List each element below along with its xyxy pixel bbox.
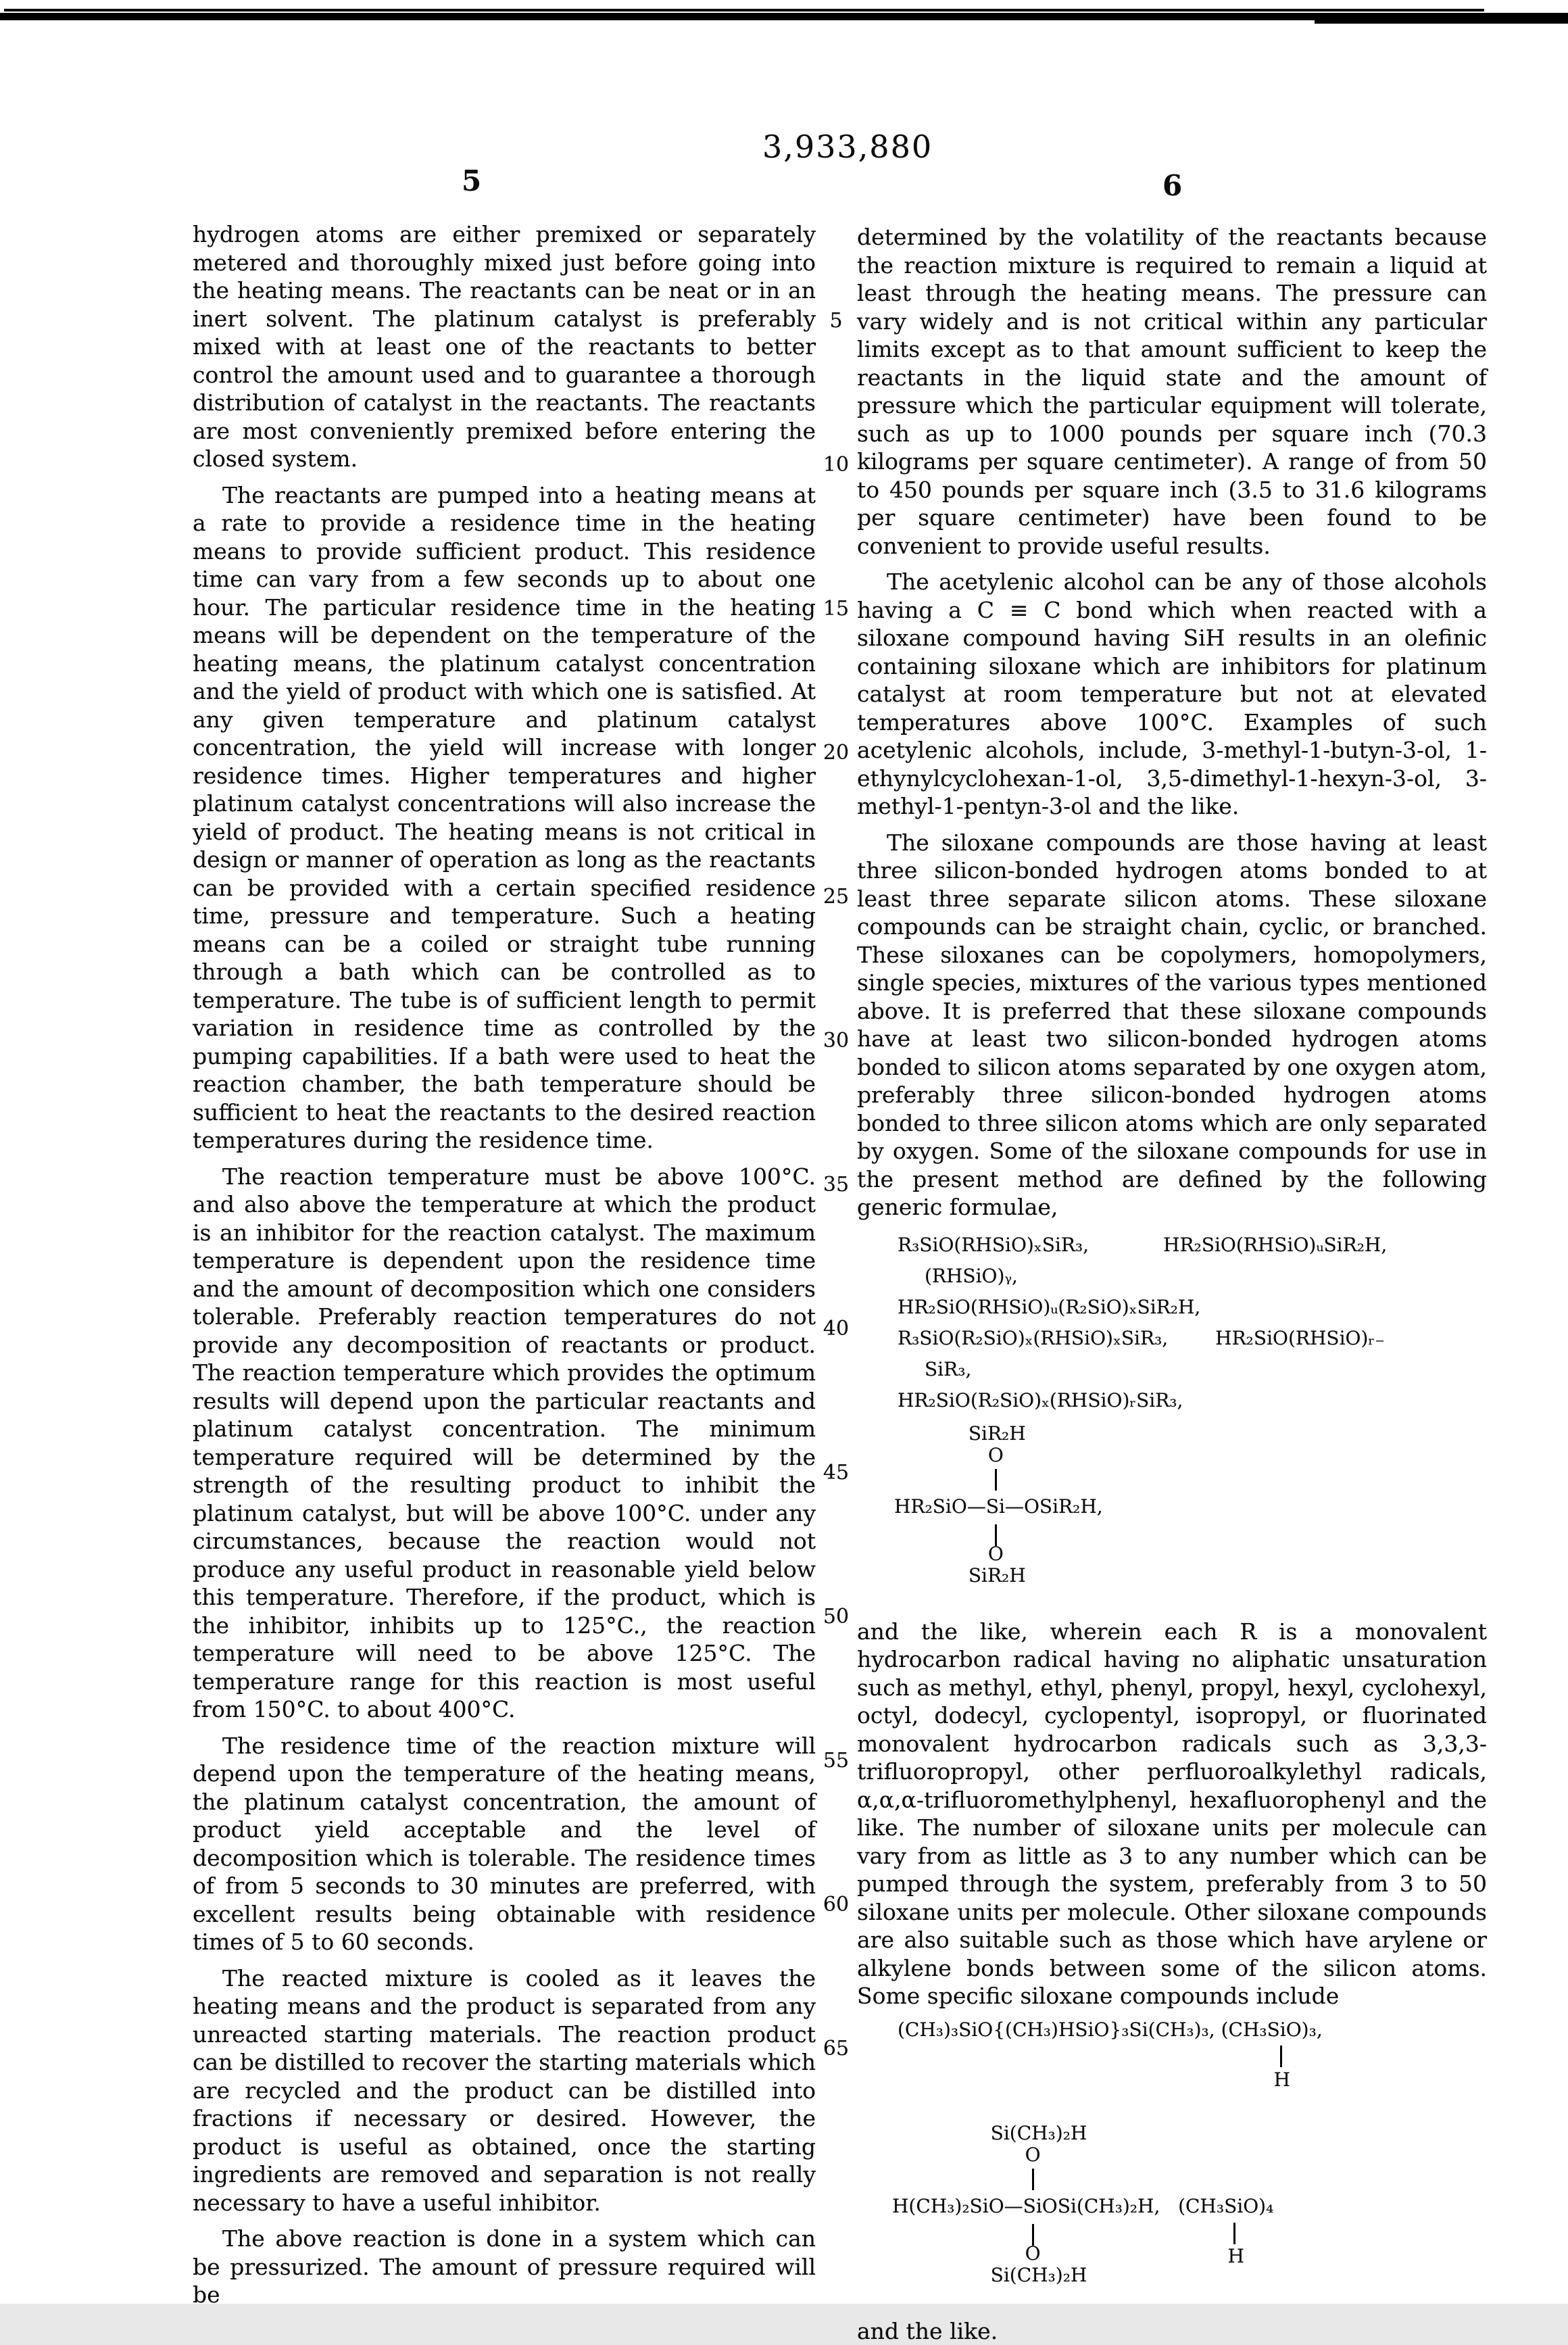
structural-formula-2 [892,2124,1487,2309]
line-number: 10 [813,453,859,477]
left-column [193,220,816,2309]
formula: HR₂SiO(RHSiO)ᵣ₋ [1215,1327,1385,1349]
oxygen-atom: O [1025,2243,1041,2265]
pendant-group [1178,2196,1273,2217]
paragraph: The residence time of the reaction mixture will depend upon the temperature of the heating means, the platinum catalyst concentration, the amount of product yield acceptable and the level of decomposition which is tolerable. The residence times of from 5 seconds to 30 minutes are preferred, with excellent results being obtainable with residence times of 5 to 60 seconds. [193,1732,816,1956]
oxygen-atom: O [988,1445,1004,1466]
formula-left-group: HR₂SiO— [894,1495,986,1518]
paragraph: The reactants are pumped into a heating means at a rate to provide a residence time in the heating means to provide sufficient product. This residence time can vary from a few seconds up to about one hour. The particular residence time in the heating means will be dependent on the temperature of the heating means, the platinum catalyst concentration and the yield of product with which one is satisfied. At any given temperature and platinum catalyst concentration, the yield will increase with longer residence times. Higher temperatures and higher platinum catalyst concentrations will also increase the yield of product. The heating means is not critical in design or manner of operation as long as the reactants can be provided with a certain specified residence time, pressure and temperature. Such a heating means can be a coiled or straight tube running through a bath which can be controlled as to temperature. The tube is of sufficient length to permit variation in residence time as controlled by the pumping capabilities. If a bath were used to heat the reaction chamber, the bath temperature should be sufficient to heat the reactants to the desired reaction temperatures during the residence time. [193,481,816,1155]
specific-siloxane-formula [898,2018,1487,2116]
line-number: 40 [813,1317,859,1340]
formula: (CH₃)₃SiO{(CH₃)HSiO}₃Si(CH₃)₃, [898,2018,1215,2041]
line-number: 25 [813,885,859,909]
formula: (CH₃SiO)₃, [1221,2018,1323,2041]
formula-row: HR₂SiO(R₂SiO)ₓ(RHSiO)ᵣSiR₃, [898,1385,1487,1416]
hydrogen-atom: H [1274,2069,1290,2092]
central-silicon [986,1496,1005,1518]
central-silicon [1023,2196,1042,2217]
line-number: 5 [813,309,859,333]
bottom-group: SiR₂H [969,1565,1026,1587]
formula: R₃SiO(R₂SiO)ₓ(RHSiO)ₓSiR₃, [898,1327,1168,1349]
right-column [857,223,1487,2345]
patent-number: 3,933,880 [762,128,933,165]
scan-artifact-line-right [1315,20,1568,24]
line-number: 65 [813,2037,859,2060]
oxygen-atom: O [988,1543,1004,1565]
bond-line [995,1469,997,1491]
formula-row [898,1323,1487,1354]
pendant-group [1221,2018,1323,2041]
formula: (CH₃SiO)₄ [1178,2195,1273,2217]
top-group: SiR₂H [969,1423,1026,1445]
line-number: 50 [813,1605,859,1628]
bond-line [1233,2223,1235,2244]
line-number: 60 [813,1893,859,1916]
line-number: 45 [813,1461,859,1484]
formula-right-group: —OSiR₂H, [1005,1495,1103,1518]
structural-formula-1 [894,1424,1487,1610]
column-number-right: 6 [1162,169,1182,202]
formula-separator [1166,2195,1172,2217]
silicon-atom: Si [1023,2195,1042,2217]
line-number: 30 [813,1029,859,1053]
formula-row: HR₂SiO(RHSiO)ᵤ(R₂SiO)ₓSiR₂H, [898,1292,1487,1323]
bond-line [1280,2046,1282,2067]
column-number-left: 5 [462,164,481,197]
formula-right-group: OSi(CH₃)₂H, [1042,2195,1160,2217]
closing-text: and the like. [857,2317,1487,2345]
paragraph: The siloxane compounds are those having at least three silicon-bonded hydrogen atoms bonded to at least three separate silicon atoms. These siloxane compounds can be straight chain, cyclic, or branched. These siloxanes can be copolymers, homopolymers, single species, mixtures of the various types mentioned above. It is preferred that these siloxane compounds have at least two silicon-bonded hydrogen atoms bonded to silicon atoms separated by one oxygen atom, preferably three silicon-bonded hydrogen atoms bonded to three silicon atoms which are only separated by oxygen. Some of the siloxane compounds for use in the present method are defined by the following generic formulae, [857,829,1487,1222]
top-group: Si(CH₃)₂H [991,2123,1087,2144]
line-number: 55 [813,1749,859,1772]
formula: R₃SiO(RHSiO)ₓSiR₃, [898,1234,1089,1256]
formula-row [898,1230,1487,1261]
line-number: 15 [813,597,859,621]
silicon-atom: Si [986,1495,1005,1518]
bond-line [1032,2169,1034,2190]
paragraph: hydrogen atoms are either premixed or separately metered and thoroughly mixed just before going into the heating means. The reactants can be neat or in an inert solvent. The platinum catalyst is preferably mixed with at least one of the reactants to better control the amount used and to guarantee a thorough distribution of catalyst in the reactants. The reactants are most conveniently premixed before entering the closed system. [193,220,816,473]
formula-row: SiR₃, [925,1354,1487,1385]
paragraph: determined by the volatility of the reactants because the reaction mixture is required to remain a liquid at least through the heating means. The pressure can vary widely and is not critical within any particular limits except as to that amount sufficient to keep the reactants in the liquid state and the amount of pressure which the particular equipment will tolerate, such as up to 1000 pounds per square inch (70.3 kilograms per square centimeter). A range of from 50 to 450 pounds per square inch (3.5 to 31.6 kilograms per square centimeter) have been found to be convenient to provide useful results. [857,223,1487,560]
formula-row: (RHSiO)ᵧ, [925,1261,1487,1292]
paragraph: The above reaction is done in a system which can be pressurized. The amount of pressure required will be [193,2225,816,2309]
hydrogen-atom: H [1228,2246,1244,2267]
scan-artifact-line-thin [4,9,1484,11]
paragraph: The acetylenic alcohol can be any of those alcohols having a C ≡ C bond which when reacted with a siloxane compound having SiH results in an olefinic containing siloxane which are inhibitors for platinum catalyst at room temperature but not at elevated temperatures above 100°C. Examples of such acetylenic alcohols, include, 3-methyl-1-butyn-3-ol, 1-ethynylcyclohexan-1-ol, 3,5-dimethyl-1-hexyn-3-ol, 3-methyl-1-pentyn-3-ol and the like. [857,568,1487,821]
formula-left-group: H(CH₃)₂SiO— [892,2195,1023,2217]
oxygen-atom: O [1025,2144,1041,2166]
bottom-group: Si(CH₃)₂H [991,2265,1087,2286]
line-number: 20 [813,741,859,765]
paragraph: The reaction temperature must be above 100°C. and also above the temperature at which the product is an inhibitor for the reaction catalyst. The maximum temperature is dependent upon the residence time and the amount of decomposition which one considers tolerable. Preferably reaction temperatures do not provide any decomposition of reactants or product. The reaction temperature which provides the optimum results will depend upon the particular reactants and platinum catalyst concentration. The minimum temperature required will be determined by the strength of the resulting product to inhibit the platinum catalyst, but will be above 100°C. under any circumstances, because the reaction would not produce any useful product in reasonable yield below this temperature. Therefore, if the product, which is the inhibitor, inhibits up to 125°C., the reaction temperature will need to be above 125°C. The temperature range for this reaction is most useful from 150°C. to about 400°C. [193,1163,816,1724]
line-number: 35 [813,1173,859,1196]
paragraph: The reacted mixture is cooled as it leaves the heating means and the product is separated from any unreacted starting materials. The reaction product can be distilled to recover the starting materials which are recycled and the product can be distilled into fractions if necessary or desired. However, the product is useful as obtained, once the starting ingredients are removed and separation is not really necessary to have a useful inhibitor. [193,1964,816,2217]
paragraph: and the like, wherein each R is a monovalent hydrocarbon radical having no aliphatic unsaturation such as methyl, ethyl, phenyl, propyl, hexyl, cyclohexyl, octyl, dodecyl, cyclopentyl, isopropyl, or fluorinated monovalent hydrocarbon radicals such as 3,3,3-trifluoropropyl, other perfluoroalkylethyl radicals, α,α,α-trifluoromethylphenyl, hexafluorophenyl and the like. The number of siloxane units per molecule can vary from as little as 3 to any number which can be pumped through the system, preferably from 3 to 50 siloxane units per molecule. Other siloxane compounds are also suitable such as those which have arylene or alkylene bonds between some of the silicon atoms. Some specific siloxane compounds include [857,1618,1487,2010]
generic-formulae [898,1230,1487,1416]
formula: HR₂SiO(RHSiO)ᵤSiR₂H, [1163,1234,1387,1256]
